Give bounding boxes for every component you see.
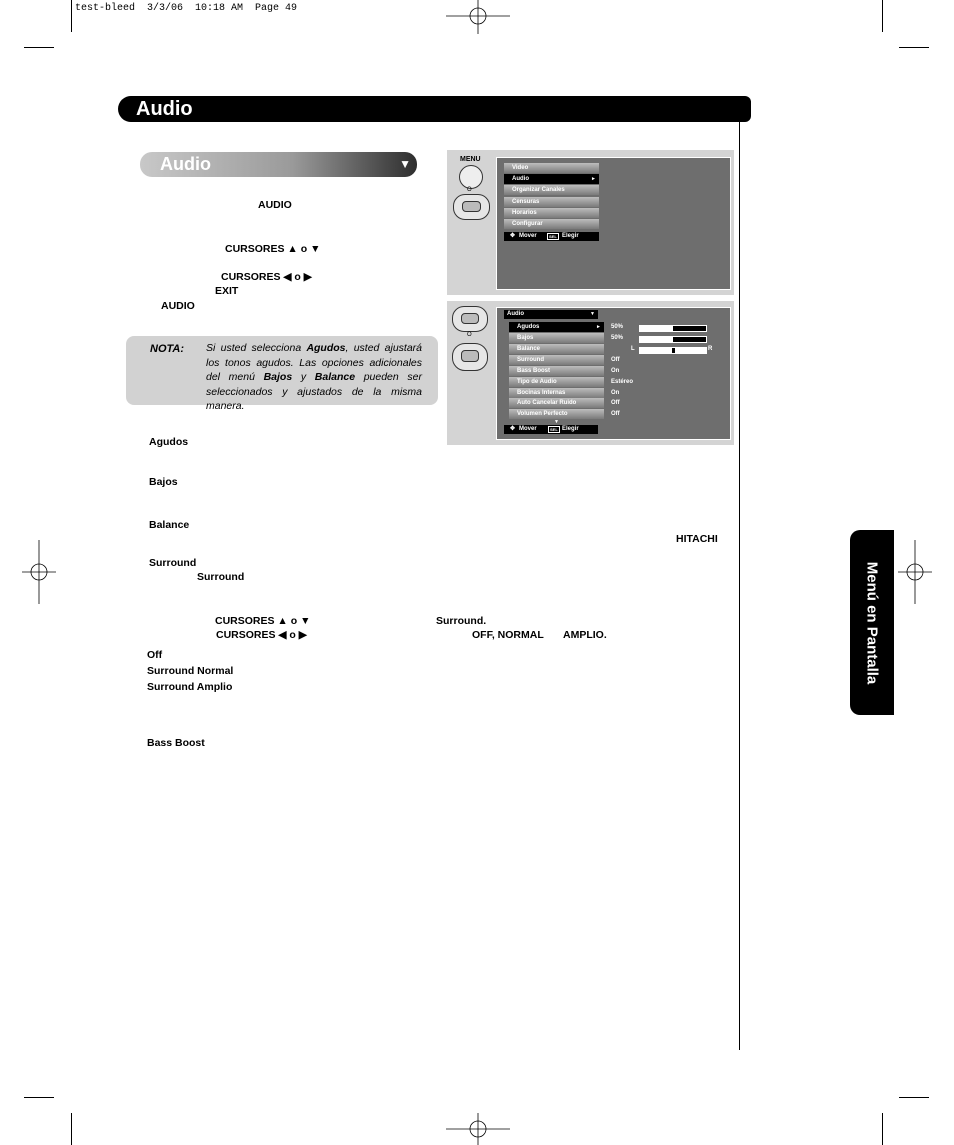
menu-item-horarios[interactable]: Horarios <box>504 208 599 218</box>
term-cursores-lr: CURSORES ◀ o ▶ <box>216 629 307 641</box>
instruction-exit: EXIT <box>215 285 239 297</box>
instruction-cursores-lr: CURSORES ◀ o ▶ <box>221 271 312 283</box>
scroll-down-icon: ▼ <box>554 419 559 425</box>
side-tab-label: Menú en Pantalla <box>863 561 881 684</box>
menu-item-censuras[interactable]: Censuras <box>504 197 599 207</box>
menu-item-configurar[interactable]: Configurar <box>504 219 599 229</box>
bajos-level-bar[interactable] <box>639 336 707 343</box>
audio-item-balance[interactable]: Balance <box>509 344 604 354</box>
menu-button-label: MENU <box>460 156 481 163</box>
instruction-audio: AUDIO <box>258 199 292 211</box>
move-icon: ✥ <box>510 426 516 432</box>
agudos-level-bar[interactable] <box>639 325 707 332</box>
value-tipo-de-audio: Estéreo <box>611 379 634 385</box>
registration-mark <box>22 540 56 604</box>
audio-item-surround[interactable]: Surround <box>509 355 604 365</box>
side-section-tab <box>850 530 894 715</box>
value-bajos: 50% <box>611 335 624 341</box>
sel-icon: SEL <box>550 427 558 432</box>
tv-screen-main <box>496 157 731 290</box>
audio-item-auto-cancelar-ruido[interactable]: Auto Cancelar Ruido <box>509 398 604 408</box>
crop-mark <box>882 1113 883 1145</box>
section-pill-label: Audio <box>160 154 211 174</box>
menu-button[interactable] <box>459 165 483 189</box>
value-auto-cancelar-ruido: Off <box>611 400 620 406</box>
select-button[interactable] <box>462 201 481 212</box>
term-surround-2: Surround <box>197 571 245 583</box>
o-label: O <box>467 332 472 338</box>
value-surround: Off <box>611 357 620 363</box>
menu-item-video[interactable]: Video <box>504 163 599 173</box>
chevron-right-icon: ► <box>591 176 596 182</box>
audio-item-agudos[interactable]: Agudos ► <box>509 322 604 332</box>
print-slug: test-bleed 3/3/06 10:18 AM Page 49 <box>75 3 298 14</box>
crop-mark <box>71 0 72 32</box>
audio-menu-header: Audio ▼ <box>504 310 598 319</box>
audio-item-tipo-de-audio[interactable]: Tipo de Audio <box>509 377 604 387</box>
chevron-right-icon: ► <box>596 324 601 330</box>
menu-item-audio[interactable]: Audio ► <box>504 174 599 184</box>
tv-screen-audio <box>496 307 731 440</box>
page-title: Audio <box>136 98 193 120</box>
value-volumen-perfecto: Off <box>611 411 620 417</box>
term-bajos: Bajos <box>149 476 178 488</box>
value-bocinas-internas: On <box>611 390 620 396</box>
chevron-down-icon: ▼ <box>399 157 411 171</box>
audio-item-bocinas-internas[interactable]: Bocinas Internas <box>509 388 604 398</box>
registration-mark <box>446 1113 510 1145</box>
crop-mark <box>899 1097 929 1098</box>
term-agudos: Agudos <box>149 436 189 448</box>
crop-mark <box>71 1113 72 1145</box>
term-surround-amplio: Surround Amplio <box>147 681 233 693</box>
balance-slider[interactable] <box>639 347 707 354</box>
term-hitachi: HITACHI <box>676 533 718 545</box>
term-surround-dot: Surround. <box>436 615 487 627</box>
note-label: NOTA: <box>150 343 185 355</box>
chevron-down-icon: ▼ <box>590 311 595 317</box>
vertical-rule <box>739 122 740 1050</box>
value-bass-boost: On <box>611 368 620 374</box>
registration-mark <box>446 0 510 34</box>
term-surround-normal: Surround Normal <box>147 665 234 677</box>
term-bass-boost: Bass Boost <box>147 737 205 749</box>
registration-mark <box>898 540 932 604</box>
crop-mark <box>24 47 54 48</box>
section-pill <box>140 152 417 177</box>
balance-left-label: L <box>631 346 635 352</box>
o-label: O <box>467 187 472 193</box>
audio-item-bajos[interactable]: Bajos <box>509 333 604 343</box>
sel-icon: SEL <box>549 234 557 239</box>
select-button[interactable] <box>461 313 479 324</box>
page-title-bar <box>118 96 751 122</box>
screen-hint-bar: ✥ Mover SEL Elegir <box>504 232 599 241</box>
move-icon: ✥ <box>510 233 516 239</box>
crop-mark <box>882 0 883 32</box>
term-balance: Balance <box>149 519 190 531</box>
term-off-normal: OFF, NORMAL <box>472 629 544 641</box>
term-cursores-ud: CURSORES ▲ o ▼ <box>215 615 311 627</box>
note-text: Si usted selecciona Agudos, usted ajustará los tonos agudos. Las opciones adicionales del menú Bajos y Balance pueden ser seleccionados y ajustados de la misma manera. <box>206 342 423 412</box>
instruction-cursores-ud: CURSORES ▲ o ▼ <box>225 243 321 255</box>
audio-item-volumen-perfecto[interactable]: Volumen Perfecto <box>509 409 604 419</box>
audio-item-bass-boost[interactable]: Bass Boost <box>509 366 604 376</box>
value-agudos: 50% <box>611 324 624 330</box>
screen-hint-bar: ✥ Mover SEL Elegir <box>504 425 598 434</box>
instruction-audio-2: AUDIO <box>161 300 195 312</box>
crop-mark <box>24 1097 54 1098</box>
term-amplio: AMPLIO. <box>563 629 607 641</box>
select-button[interactable] <box>461 350 479 362</box>
term-surround: Surround <box>149 557 197 569</box>
menu-item-organizar-canales[interactable]: Organizar Canales <box>504 185 599 195</box>
term-off: Off <box>147 649 163 661</box>
crop-mark <box>899 47 929 48</box>
balance-right-label: R <box>708 346 713 352</box>
